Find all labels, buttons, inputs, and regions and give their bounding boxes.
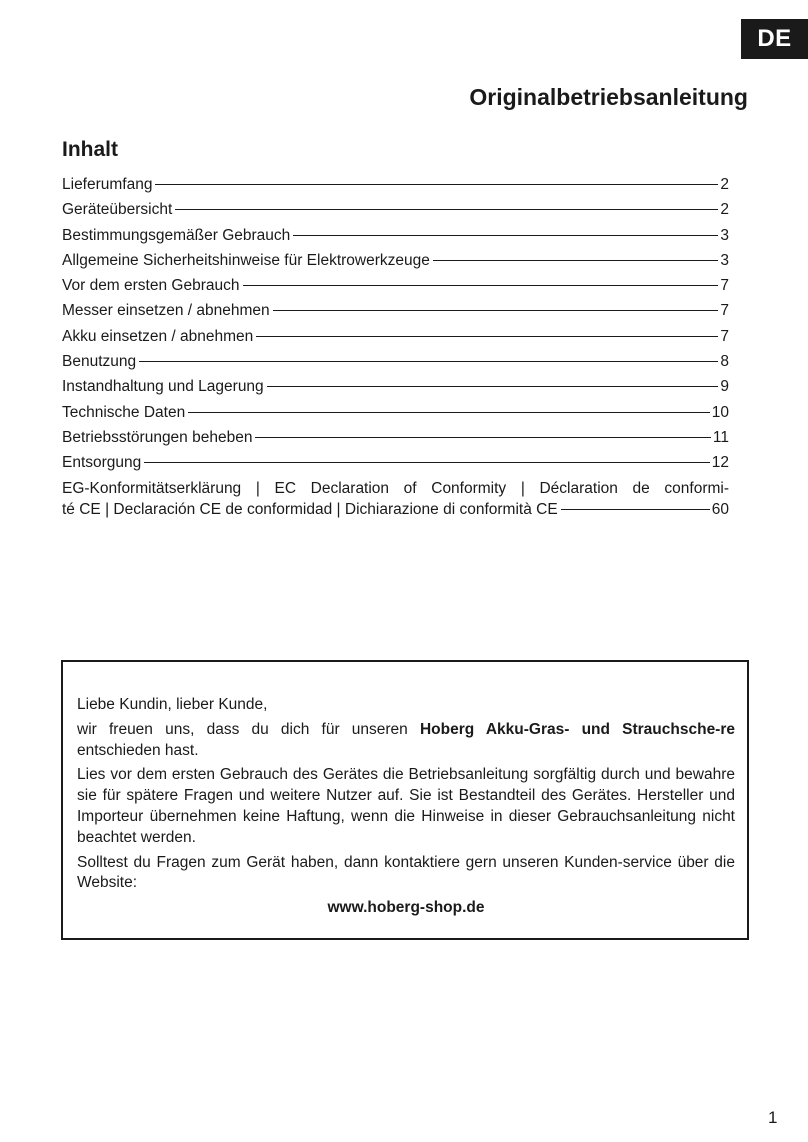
intro-text-start: wir freuen uns, dass du dich für unseren [77,720,420,738]
toc-entry-text: Bestimmungsgemäßer Gebrauch [62,226,291,244]
toc-entry-page: 2 [720,176,729,193]
toc-leader-line [188,412,710,413]
toc-leader-line [267,386,719,387]
toc-leader-line [155,184,718,185]
toc-entry-page: 10 [711,403,729,421]
language-badge: DE [741,19,808,59]
toc-entry-text: Vor dem ersten Gebrauch [62,277,240,295]
toc-entry-konformitaetserklaerung[interactable] [62,478,729,520]
toc-entry-page: 8 [720,353,729,371]
instructions-text: Lies vor dem ersten Gebrauch des Gerätes die Betriebsanleitung sorgfältig durch und bewahre sie für spätere Fragen und weitere Nutzer auf. Sie ist Bestandteil des Gerätes. Hersteller und Importeur übernehmen keine Haftung, wenn die Hinweise in dieser Gebrauchsanleitung nicht beachtet werden. [77,766,735,846]
greeting-text: Liebe Kundin, lieber Kunde, [77,696,268,713]
table-of-contents [62,172,729,520]
toc-entry-text: Instandhaltung und Lagerung [62,378,264,396]
toc-entry-page: 60 [711,500,729,518]
toc-leader-line [139,361,718,362]
toc-leader-line [433,260,718,261]
toc-entry-text-line2: té CE | Declaración CE de conformidad | Dichiarazione di conformità CE [62,500,558,518]
toc-entry-text: Allgemeine Sicherheitshinweise für Elektrowerkzeuge [62,251,430,269]
toc-entry-technische-daten[interactable] [62,400,729,425]
toc-leader-line [273,310,719,311]
toc-entry-betriebsstoerungen[interactable] [62,425,729,450]
toc-entry-text: Betriebsstörungen beheben [62,428,253,446]
product-name: Hoberg Akku-Gras- und Strauchsche-re [419,720,736,738]
toc-entry-sicherheitshinweise[interactable] [62,248,729,273]
toc-leader-line [243,285,719,286]
toc-leader-line [255,437,710,438]
page-number: 1 [768,1108,778,1127]
toc-leader-line [256,336,718,337]
intro-text [77,720,735,762]
toc-entry-page: 3 [720,226,729,244]
toc-entry-text: Entsorgung [62,454,142,472]
toc-entry-akku[interactable] [62,324,729,349]
toc-entry-entsorgung[interactable] [62,450,729,475]
toc-heading: Inhalt [62,138,118,161]
document-title: Originalbetriebsanleitung [469,84,748,110]
toc-entry-text: Lieferumfang [62,176,153,193]
toc-leader-line [144,462,709,463]
toc-entry-text: Technische Daten [62,403,186,421]
website-link[interactable]: www.hoberg-shop.de [327,899,485,917]
toc-entry-page: 11 [712,428,729,446]
toc-leader-line [293,235,718,236]
toc-entry-page: 7 [720,277,729,295]
toc-leader-line [561,509,710,510]
toc-entry-page: 7 [720,302,729,320]
toc-entry-text: Geräteübersicht [62,201,173,219]
toc-entry-page: 9 [720,378,729,396]
welcome-box [61,660,749,940]
toc-entry-lieferumfang[interactable] [62,172,729,197]
toc-entry-page: 2 [720,201,729,219]
toc-entry-messer[interactable] [62,298,729,323]
toc-entry-text: Akku einsetzen / abnehmen [62,327,254,345]
toc-entry-page: 12 [711,454,729,472]
toc-entry-page: 7 [720,327,729,345]
toc-entry-text: Messer einsetzen / abnehmen [62,302,270,320]
toc-leader-line [175,209,718,210]
intro-text-end: entschieden hast. [77,741,199,759]
toc-entry-geraeteuebersicht[interactable] [62,197,729,222]
toc-entry-vor-dem-ersten-gebrauch[interactable] [62,273,729,298]
toc-entry-instandhaltung[interactable] [62,374,729,399]
toc-entry-benutzung[interactable] [62,349,729,374]
toc-entry-text: Benutzung [62,353,137,371]
toc-entry-bestimmungsgemaesser-gebrauch[interactable] [62,223,729,248]
questions-text: Solltest du Fragen zum Gerät haben, dann kontaktiere gern unseren Kunden-service über die Website: [77,853,735,892]
toc-entry-page: 3 [720,251,729,269]
toc-entry-text-line1: EG-Konformitätserklärung | EC Declaration of Conformity | Déclaration de conformi- [62,479,729,497]
